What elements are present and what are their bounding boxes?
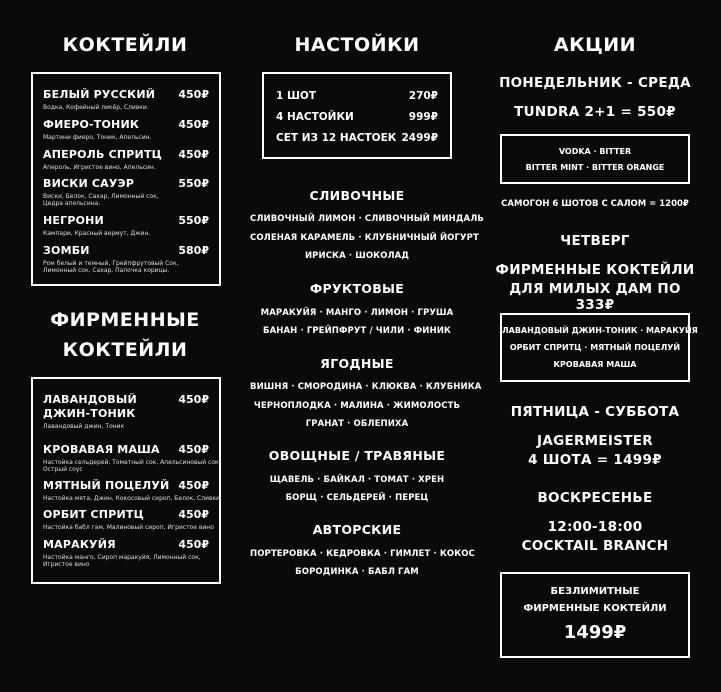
nastoyki-label: 4 НАСТОЙКИ xyxy=(276,111,354,123)
cocktail-desc: Водка, Кофейный ликёр, Сливки. xyxy=(43,104,149,111)
cocktail-desc: Апероль, Игристое вино, Апельсин. xyxy=(43,164,156,171)
group-line: СОЛЕНАЯ КАРАМЕЛЬ · КЛУБНИЧНЫЙ ЙОГУРТ xyxy=(250,233,479,243)
promo-sunday-offer: COCKTAIL BRANCH xyxy=(521,538,669,554)
nastoyki-price: 270₽ xyxy=(408,90,438,102)
promo-thursday-box xyxy=(500,313,698,382)
promo-sunday: ВОСКРЕСЕНЬЕ xyxy=(537,490,653,506)
promo-thursday-line: ЛАВАНДОВЫЙ ДЖИН-ТОНИК · МАРАКУЙЯ xyxy=(502,326,698,335)
signature-desc: Настойка мята, Джин, Кокосовый сироп, Белок, Сливки xyxy=(43,495,221,502)
signature-price: 450₽ xyxy=(178,479,209,492)
group-title: АВТОРСКИЕ xyxy=(312,522,402,537)
promo-tundra-box xyxy=(500,134,690,184)
promo-tundra-line: VODKA · BITTER xyxy=(558,147,632,156)
promo-fri-sat: ПЯТНИЦА - СУББОТА xyxy=(510,404,680,420)
promo-tundra: TUNDRA 2+1 = 550₽ xyxy=(514,104,676,120)
group-line: МАРАКУЙЯ · МАНГО · ЛИМОН · ГРУША xyxy=(260,308,454,318)
promo-unlimited-box xyxy=(500,572,690,658)
group-line: ГРАНАТ · ОБЛЕПИХА xyxy=(305,419,409,429)
nastoyki-title: НАСТОЙКИ xyxy=(294,34,420,56)
signature-title-line2: КОКТЕЙЛИ xyxy=(62,339,188,361)
signature-price: 450₽ xyxy=(178,538,209,551)
cocktail-price: 450₽ xyxy=(178,118,209,131)
cocktail-desc: Лимонный сок, Сахар, Палочка корицы. xyxy=(43,267,170,274)
nastoyki-price-box xyxy=(262,72,452,159)
cocktail-name: ФИЕРО-ТОНИК xyxy=(43,118,140,131)
nastoyki-label: СЕТ ИЗ 12 НАСТОЕК xyxy=(276,132,397,144)
cocktails-title: КОКТЕЙЛИ xyxy=(62,34,188,56)
cocktail-desc: Цедра апельсина. xyxy=(43,200,101,207)
promo-unlimited-line: БЕЗЛИМИТНЫЕ xyxy=(550,586,640,597)
promo-mon-wed: ПОНЕДЕЛЬНИК - СРЕДА xyxy=(499,75,691,91)
promo-thursday: ЧЕТВЕРГ xyxy=(560,233,630,249)
group-title: ЯГОДНЫЕ xyxy=(320,356,394,371)
signature-name: ЛАВАНДОВЫЙ xyxy=(43,393,137,406)
cocktail-desc: Виски, Белок, Сахар, Лимонный сок, xyxy=(43,193,159,200)
cocktail-price: 550₽ xyxy=(178,177,209,190)
cocktail-name: АПЕРОЛЬ СПРИТЦ xyxy=(43,148,163,161)
group-title: ФРУКТОВЫЕ xyxy=(309,281,405,296)
group-title: СЛИВОЧНЫЕ xyxy=(309,188,405,203)
cocktail-price: 450₽ xyxy=(178,148,209,161)
signature-price: 450₽ xyxy=(178,393,209,406)
promo-samogon: САМОГОН 6 ШОТОВ С САЛОМ = 1200₽ xyxy=(501,199,689,209)
signature-name-line2: ДЖИН-ТОНИК xyxy=(43,407,136,420)
cocktail-name: ЗОМБИ xyxy=(43,244,90,257)
signature-menu-box xyxy=(31,377,221,584)
promo-jager: JAGERMEISTER xyxy=(537,433,653,449)
signature-desc: Игристое вино xyxy=(43,561,90,568)
cocktail-price: 550₽ xyxy=(178,214,209,227)
signature-title-line1: ФИРМЕННЫЕ xyxy=(50,309,200,331)
promo-thursday-line: ОРБИТ СПРИТЦ · МЯТНЫЙ ПОЦЕЛУЙ xyxy=(509,343,681,352)
nastoyki-price: 999₽ xyxy=(408,111,438,123)
nastoyki-label: 1 ШОТ xyxy=(276,90,317,102)
signature-desc: Настойка сельдерей, Томатный сок, Апельсиновый сок, xyxy=(43,459,221,466)
promo-jager: 4 ШОТА = 1499₽ xyxy=(528,452,662,468)
cocktail-desc: Кампари, Красный вермут, Джин. xyxy=(43,230,151,237)
promo-thursday-line: КРОВАВАЯ МАША xyxy=(553,360,637,369)
signature-desc: Лавандовый джин, Тоник xyxy=(43,423,125,430)
cocktail-price: 580₽ xyxy=(178,244,209,257)
signature-price: 450₽ xyxy=(178,508,209,521)
group-title: ОВОЩНЫЕ / ТРАВЯНЫЕ xyxy=(268,448,446,463)
promo-unlimited-price: 1499₽ xyxy=(563,622,627,643)
cocktail-desc: Ром белый и темный, Грейпфрутовый Сок, xyxy=(43,260,179,267)
signature-desc: Настойка манго, Сироп маракуйя, Лимонный сок, xyxy=(43,554,201,561)
group-line: ИРИСКА · ШОКОЛАД xyxy=(304,251,410,261)
signature-name: МАРАКУЙЯ xyxy=(43,538,116,551)
promo-sunday-offer: 12:00-18:00 xyxy=(547,519,643,535)
cocktail-desc: Мартини фиеро, Тоник, Апельсин. xyxy=(43,134,152,141)
group-line: ВИШНЯ · СМОРОДИНА · КЛЮКВА · КЛУБНИКА xyxy=(250,382,482,392)
promo-thursday-offer: ДЛЯ МИЛЫХ ДАМ ПО 333₽ xyxy=(509,281,681,313)
signature-name: КРОВАВАЯ МАША xyxy=(43,443,160,456)
group-line: БОРОДИНКА · БАБЛ ГАМ xyxy=(295,567,419,577)
signature-name: МЯТНЫЙ ПОЦЕЛУЙ xyxy=(43,479,170,492)
cocktail-name: ВИСКИ САУЭР xyxy=(43,177,135,190)
promo-unlimited-line: ФИРМЕННЫЕ КОКТЕЙЛИ xyxy=(523,603,667,614)
group-line: СЛИВОЧНЫЙ ЛИМОН · СЛИВОЧНЫЙ МИНДАЛЬ xyxy=(250,214,484,224)
cocktail-name: БЕЛЫЙ РУССКИЙ xyxy=(43,88,156,101)
group-line: ЩАВЕЛЬ · БАЙКАЛ · ТОМАТ · ХРЕН xyxy=(269,475,445,485)
group-line: ПОРТЕРОВКА · КЕДРОВКА · ГИМЛЕТ · КОКОС xyxy=(250,549,475,559)
signature-desc: Острый соус xyxy=(43,466,83,473)
group-line: БОРЩ · СЕЛЬДЕРЕЙ · ПЕРЕЦ xyxy=(285,493,429,503)
signature-name: ОРБИТ СПРИТЦ xyxy=(43,508,144,521)
nastoyki-price: 2499₽ xyxy=(401,132,438,144)
group-line: БАНАН · ГРЕЙПФРУТ / ЧИЛИ · ФИНИК xyxy=(263,326,451,336)
cocktail-price: 450₽ xyxy=(178,88,209,101)
cocktails-menu-box xyxy=(31,72,221,286)
signature-price: 450₽ xyxy=(178,443,209,456)
promo-tundra-line: BITTER MINT · BITTER ORANGE xyxy=(525,163,665,172)
promo-title: АКЦИИ xyxy=(553,34,637,56)
promo-thursday-offer: ФИРМЕННЫЕ КОКТЕЙЛИ xyxy=(495,262,695,278)
cocktail-name: НЕГРОНИ xyxy=(43,214,104,227)
signature-desc: Настойка бабл гам, Малиновый сироп, Игристое вино xyxy=(43,524,214,531)
group-line: ЧЕРНОПЛОДКА · МАЛИНА · ЖИМОЛОСТЬ xyxy=(253,401,461,411)
